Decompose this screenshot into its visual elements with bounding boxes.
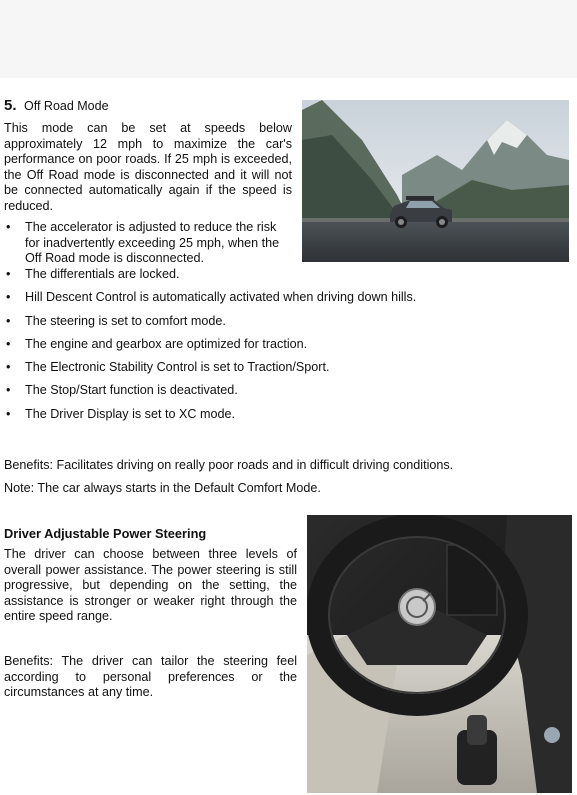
page-top-band (0, 0, 577, 78)
list-item: • The differentials are locked. (4, 267, 544, 290)
power-steering-benefits: Benefits: The driver can tailor the steering feel according to personal preferences or the circumstances at any time. (4, 654, 297, 700)
section-heading-power-steering: Driver Adjustable Power Steering (4, 526, 207, 541)
suv-mountain-photo (302, 100, 569, 262)
list-item: • The steering is set to comfort mode. (4, 314, 544, 337)
power-steering-body: The driver can choose between three levels of overall power assistance. The power steering is still progressive, but depending on the setting, the assistance is stronger or weaker right through the entire speed range. (4, 547, 297, 624)
off-road-intro: This mode can be set at speeds below approximately 12 mph to maximize the car's performance on poor roads. If 25 mph is exceeded, the Off Road mode is disconnected and it will not be connected automatically again if the speed is reduced. (4, 121, 292, 213)
section-title: Off Road Mode (24, 99, 109, 113)
list-item: • The Electronic Stability Control is set to Traction/Sport. (4, 360, 544, 383)
off-road-benefits: Benefits: Facilitates driving on really poor roads and in difficult driving conditions. (4, 458, 454, 472)
section-number: 5. (4, 97, 17, 114)
list-item: • Hill Descent Control is automatically activated when driving down hills. (4, 290, 544, 313)
list-item: • The Driver Display is set to XC mode. (4, 407, 544, 430)
list-item: • The Stop/Start function is deactivated. (4, 383, 544, 406)
list-item: • The engine and gearbox are optimized for traction. (4, 337, 544, 360)
list-item: • The accelerator is adjusted to reduce the risk for inadvertently exceeding 25 mph, when the Off Road mode is disconnected. (4, 220, 292, 267)
off-road-note: Note: The car always starts in the Default Comfort Mode. (4, 481, 321, 495)
steering-wheel-photo (307, 515, 572, 793)
section-heading-off-road (4, 97, 109, 114)
